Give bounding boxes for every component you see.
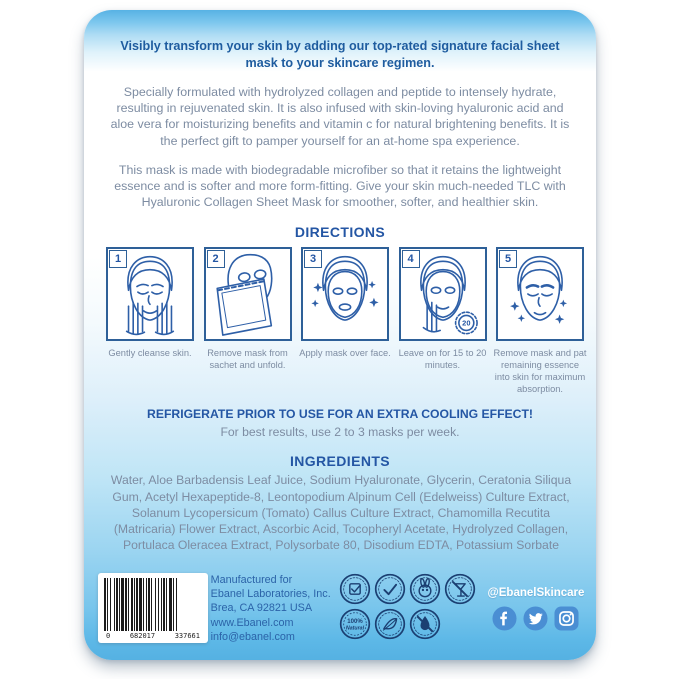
intro-paragraph: Visibly transform your skin by adding our top-rated signature facial sheet mask to your skincare regimen.: [120, 39, 560, 70]
refrigerate-note: REFRIGERATE PRIOR TO USE FOR AN EXTRA COOLING EFFECT!: [147, 407, 533, 422]
paraben-free-badge-icon: [339, 573, 371, 605]
barcode-bars: [104, 578, 202, 631]
cleanse-face-icon: [108, 249, 192, 339]
barcode-group-2: 337661: [174, 631, 200, 640]
step-1-number: 1: [109, 250, 127, 268]
twitter-icon: [523, 606, 548, 631]
step-5-number: 5: [499, 250, 517, 268]
manufacturer-line-2: Ebanel Laboratories, Inc.: [210, 588, 331, 600]
manufacturer-line-3: Brea, CA 92821 USA: [210, 602, 313, 615]
certification-badges: [339, 573, 485, 640]
step-4-number: 4: [402, 250, 420, 268]
social-icons: [492, 606, 579, 631]
natural-badge-line1: 100%: [347, 618, 364, 625]
hypoallergenic-badge-icon: [374, 608, 406, 640]
ingredients-title: INGREDIENTS: [289, 453, 391, 470]
step-5-caption: Remove mask and pat remaining essence into skin for maximum absorption.: [493, 348, 587, 395]
directions-title: DIRECTIONS: [294, 224, 386, 241]
100-natural-badge-icon: [339, 608, 371, 640]
direction-step-1: [104, 247, 196, 395]
step-2-caption: Remove mask from sachet and unfold.: [207, 348, 288, 371]
manufacturer-email: info@ebanel.com: [210, 630, 295, 643]
step-2-box: [204, 247, 292, 341]
manufacturer-block: [211, 573, 337, 644]
oil-free-badge-icon: [409, 608, 441, 640]
direction-step-4: [397, 247, 489, 395]
material-paragraph: This mask is made with biodegradable microfiber so that it retains the lightweight essence and is softer and more form-fitting. Give your skin much-needed TLC with Hyaluronic Collagen Sheet Mask for smoother, softer, and healthier skin.: [114, 162, 566, 209]
ingredients-list: Water, Aloe Barbadensis Leaf Juice, Sodium Hyaluronate, Glycerin, Ceratonia Siliqua Gum, Acetyl Hexapeptide-8, Leontopodium Alpinum Cell (Edelweiss) Culture Extract, Solanum Lycopersicum (Tomato) Callus Culture Extract, Chamomilla Recutita (Matricaria) Flower Extract, Ascorbic Acid, Tocopheryl Acetate, Hydrolyzed Collagen, Portulaca Oleracea Extract, Polysorbate 80, Disodium EDTA, Potassium Sorbate: [110, 473, 572, 552]
facebook-icon: [492, 606, 517, 631]
direction-step-2: [202, 247, 294, 395]
social-block: [488, 573, 584, 631]
direction-step-3: [299, 247, 391, 395]
apply-mask-icon: [303, 249, 387, 339]
upc-barcode: [98, 573, 208, 643]
step-3-caption: Apply mask over face.: [299, 348, 391, 359]
manufacturer-website: www.Ebanel.com: [210, 616, 294, 629]
sachet-unfold-icon: [206, 249, 290, 339]
step-5-box: [496, 247, 584, 341]
glowing-skin-icon: [498, 249, 582, 339]
step-1-box: [106, 247, 194, 341]
alcohol-free-badge-icon: [444, 573, 476, 605]
step-4-box: [399, 247, 487, 341]
directions-steps: [104, 247, 586, 395]
manufacturer-line-1: Manufactured for: [210, 573, 293, 586]
step-3-box: [301, 247, 389, 341]
natural-badge-line2: Natural: [346, 625, 365, 632]
best-results-note: For best results, use 2 to 3 masks per week.: [220, 425, 460, 440]
step-2-number: 2: [207, 250, 225, 268]
step-3-number: 3: [304, 250, 322, 268]
package-footer: [98, 573, 584, 644]
benefits-paragraph: Specially formulated with hydrolyzed collagen and peptide to intensely hydrate, resulting in rejuvenated skin. It is also infused with skin-loving hyaluronic acid and aloe vera for moisturizing benefits and vitamin c for natural brightening benefits. It is the perfect gift to pamper yourself for an at-home spa experience.: [110, 85, 570, 148]
direction-step-5: [494, 247, 586, 395]
no-animal-testing-badge-icon: [409, 573, 441, 605]
step-1-caption: Gently cleanse skin.: [108, 348, 192, 359]
barcode-digits: [104, 631, 202, 640]
social-handle: @EbanelSkincare: [487, 586, 585, 599]
instagram-icon: [554, 606, 579, 631]
sheet-mask-package-back: [84, 10, 596, 660]
barcode-group-1: 682017: [129, 631, 156, 640]
barcode-left-digit: 0: [106, 631, 111, 640]
sulfate-free-badge-icon: [374, 573, 406, 605]
leave-on-timer-icon: [401, 249, 485, 339]
step-4-caption: Leave on for 15 to 20 minutes.: [398, 348, 487, 371]
timer-20-label: 20: [461, 318, 470, 328]
